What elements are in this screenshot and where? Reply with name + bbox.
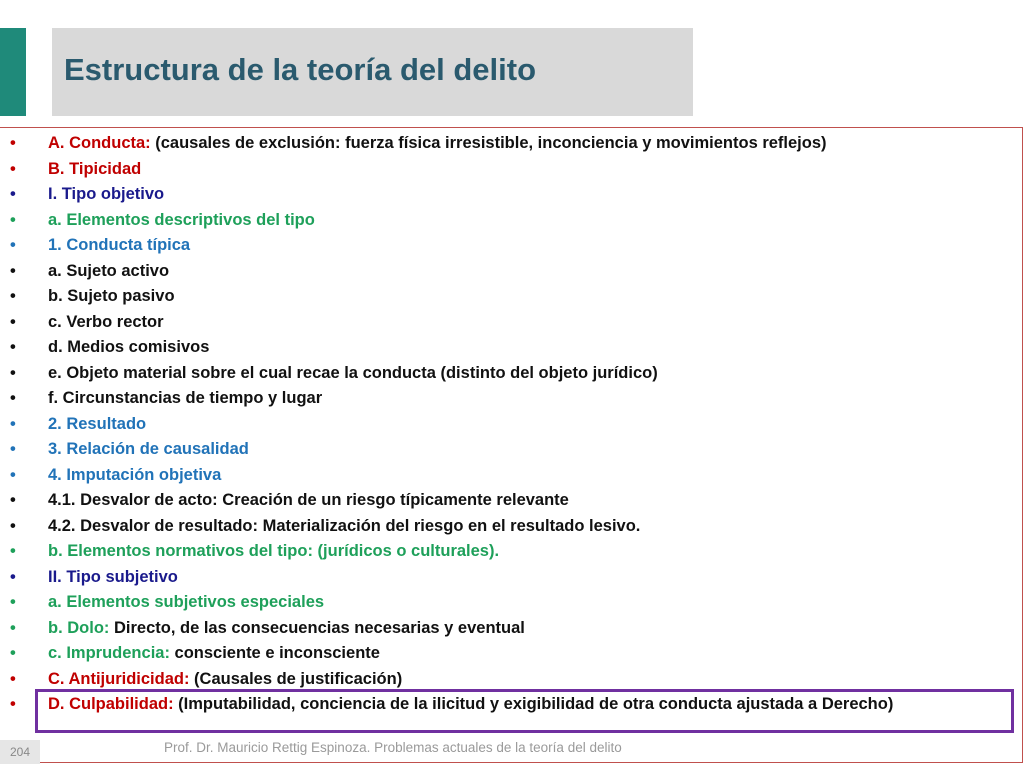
bullet-icon: •: [10, 440, 16, 458]
item-heading: 4.1. Desvalor de acto: Creación de un riesgo típicamente relevante: [48, 491, 569, 509]
item-heading: I. Tipo objetivo: [48, 185, 165, 203]
bullet-icon: •: [10, 491, 16, 509]
bullet-icon: •: [10, 695, 16, 713]
bullet-icon: •: [10, 644, 16, 662]
bullet-icon: •: [10, 185, 16, 203]
bullet-icon: •: [10, 312, 16, 331]
list-item: [0, 361, 1020, 387]
item-heading: b. Elementos normativos del tipo: (jurídicos o culturales).: [48, 542, 500, 560]
list-item: [0, 641, 1020, 667]
item-detail: Directo, de las consecuencias necesarias y eventual: [109, 618, 525, 637]
bullet-icon: •: [10, 593, 16, 611]
item-heading: c. Verbo rector: [48, 312, 164, 331]
list-item: [0, 259, 1020, 285]
bullet-icon: •: [10, 542, 16, 560]
bullet-icon: •: [10, 159, 16, 178]
list-item: [0, 208, 1020, 234]
item-heading: 3. Relación de causalidad: [48, 440, 249, 458]
list-item: [0, 437, 1020, 463]
item-heading: 4.2. Desvalor de resultado: Materialización del riesgo en el resultado lesivo.: [48, 516, 641, 535]
bullet-icon: •: [10, 134, 16, 152]
item-heading: b. Dolo:: [48, 618, 110, 637]
item-heading: II. Tipo subjetivo: [48, 567, 178, 586]
item-heading: e. Objeto material sobre el cual recae la conducta (distinto del objeto jurídico): [48, 363, 658, 382]
bullet-icon: •: [10, 287, 16, 305]
list-item: [0, 590, 1020, 616]
item-heading: A. Conducta:: [48, 134, 151, 152]
item-heading: d. Medios comisivos: [48, 338, 210, 356]
item-detail: (Causales de justificación): [189, 669, 403, 688]
bullet-icon: •: [10, 618, 16, 637]
bullet-icon: •: [10, 236, 16, 254]
list-item: [0, 233, 1020, 259]
bullet-icon: •: [10, 465, 16, 484]
slide-title: Estructura de la teoría del delito: [64, 52, 537, 87]
bullet-icon: •: [10, 210, 16, 229]
list-item: [0, 386, 1020, 412]
item-heading: 1. Conducta típica: [48, 236, 191, 254]
list-item: [0, 616, 1020, 642]
item-heading: a. Elementos descriptivos del tipo: [48, 210, 315, 229]
bullet-icon: •: [10, 338, 16, 356]
item-heading: D. Culpabilidad:: [48, 695, 174, 713]
list-item: [0, 463, 1020, 489]
culpabilidad-highlight-box: [35, 689, 1014, 733]
list-item: [0, 565, 1020, 591]
list-item: [0, 284, 1020, 310]
outline-list: [0, 131, 1020, 718]
item-heading: B. Tipicidad: [48, 159, 142, 178]
item-detail: (Imputabilidad, conciencia de la ilicitud y exigibilidad de otra conducta ajustada a Derecho): [173, 695, 894, 713]
slide-footer: Prof. Dr. Mauricio Rettig Espinoza. Problemas actuales de la teoría del delito: [164, 740, 622, 755]
item-heading: c. Imprudencia:: [48, 644, 170, 662]
list-item: [0, 335, 1020, 361]
item-heading: 2. Resultado: [48, 414, 147, 433]
item-heading: C. Antijuridicidad:: [48, 669, 190, 688]
bullet-icon: •: [10, 414, 16, 433]
list-item: [0, 131, 1020, 157]
list-item: [0, 539, 1020, 565]
list-item: [0, 514, 1020, 540]
title-accent-bar: [0, 28, 26, 116]
item-heading: f. Circunstancias de tiempo y lugar: [48, 389, 323, 407]
bullet-icon: •: [10, 567, 16, 586]
bullet-icon: •: [10, 516, 16, 535]
page-number: 204: [0, 740, 40, 764]
title-box: [52, 28, 693, 116]
list-item: [0, 488, 1020, 514]
item-detail: (causales de exclusión: fuerza física irresistible, inconciencia y movimientos reflejos): [150, 134, 827, 152]
list-item: [0, 310, 1020, 336]
item-detail: consciente e inconsciente: [169, 644, 380, 662]
item-heading: b. Sujeto pasivo: [48, 287, 175, 305]
item-heading: a. Elementos subjetivos especiales: [48, 593, 325, 611]
list-item: [0, 412, 1020, 438]
bullet-icon: •: [10, 261, 16, 280]
bullet-icon: •: [10, 363, 16, 382]
item-heading: a. Sujeto activo: [48, 261, 170, 280]
bullet-icon: •: [10, 389, 16, 407]
list-item: [0, 182, 1020, 208]
item-heading: 4. Imputación objetiva: [48, 465, 222, 484]
list-item: [0, 157, 1020, 183]
bullet-icon: •: [10, 669, 16, 688]
